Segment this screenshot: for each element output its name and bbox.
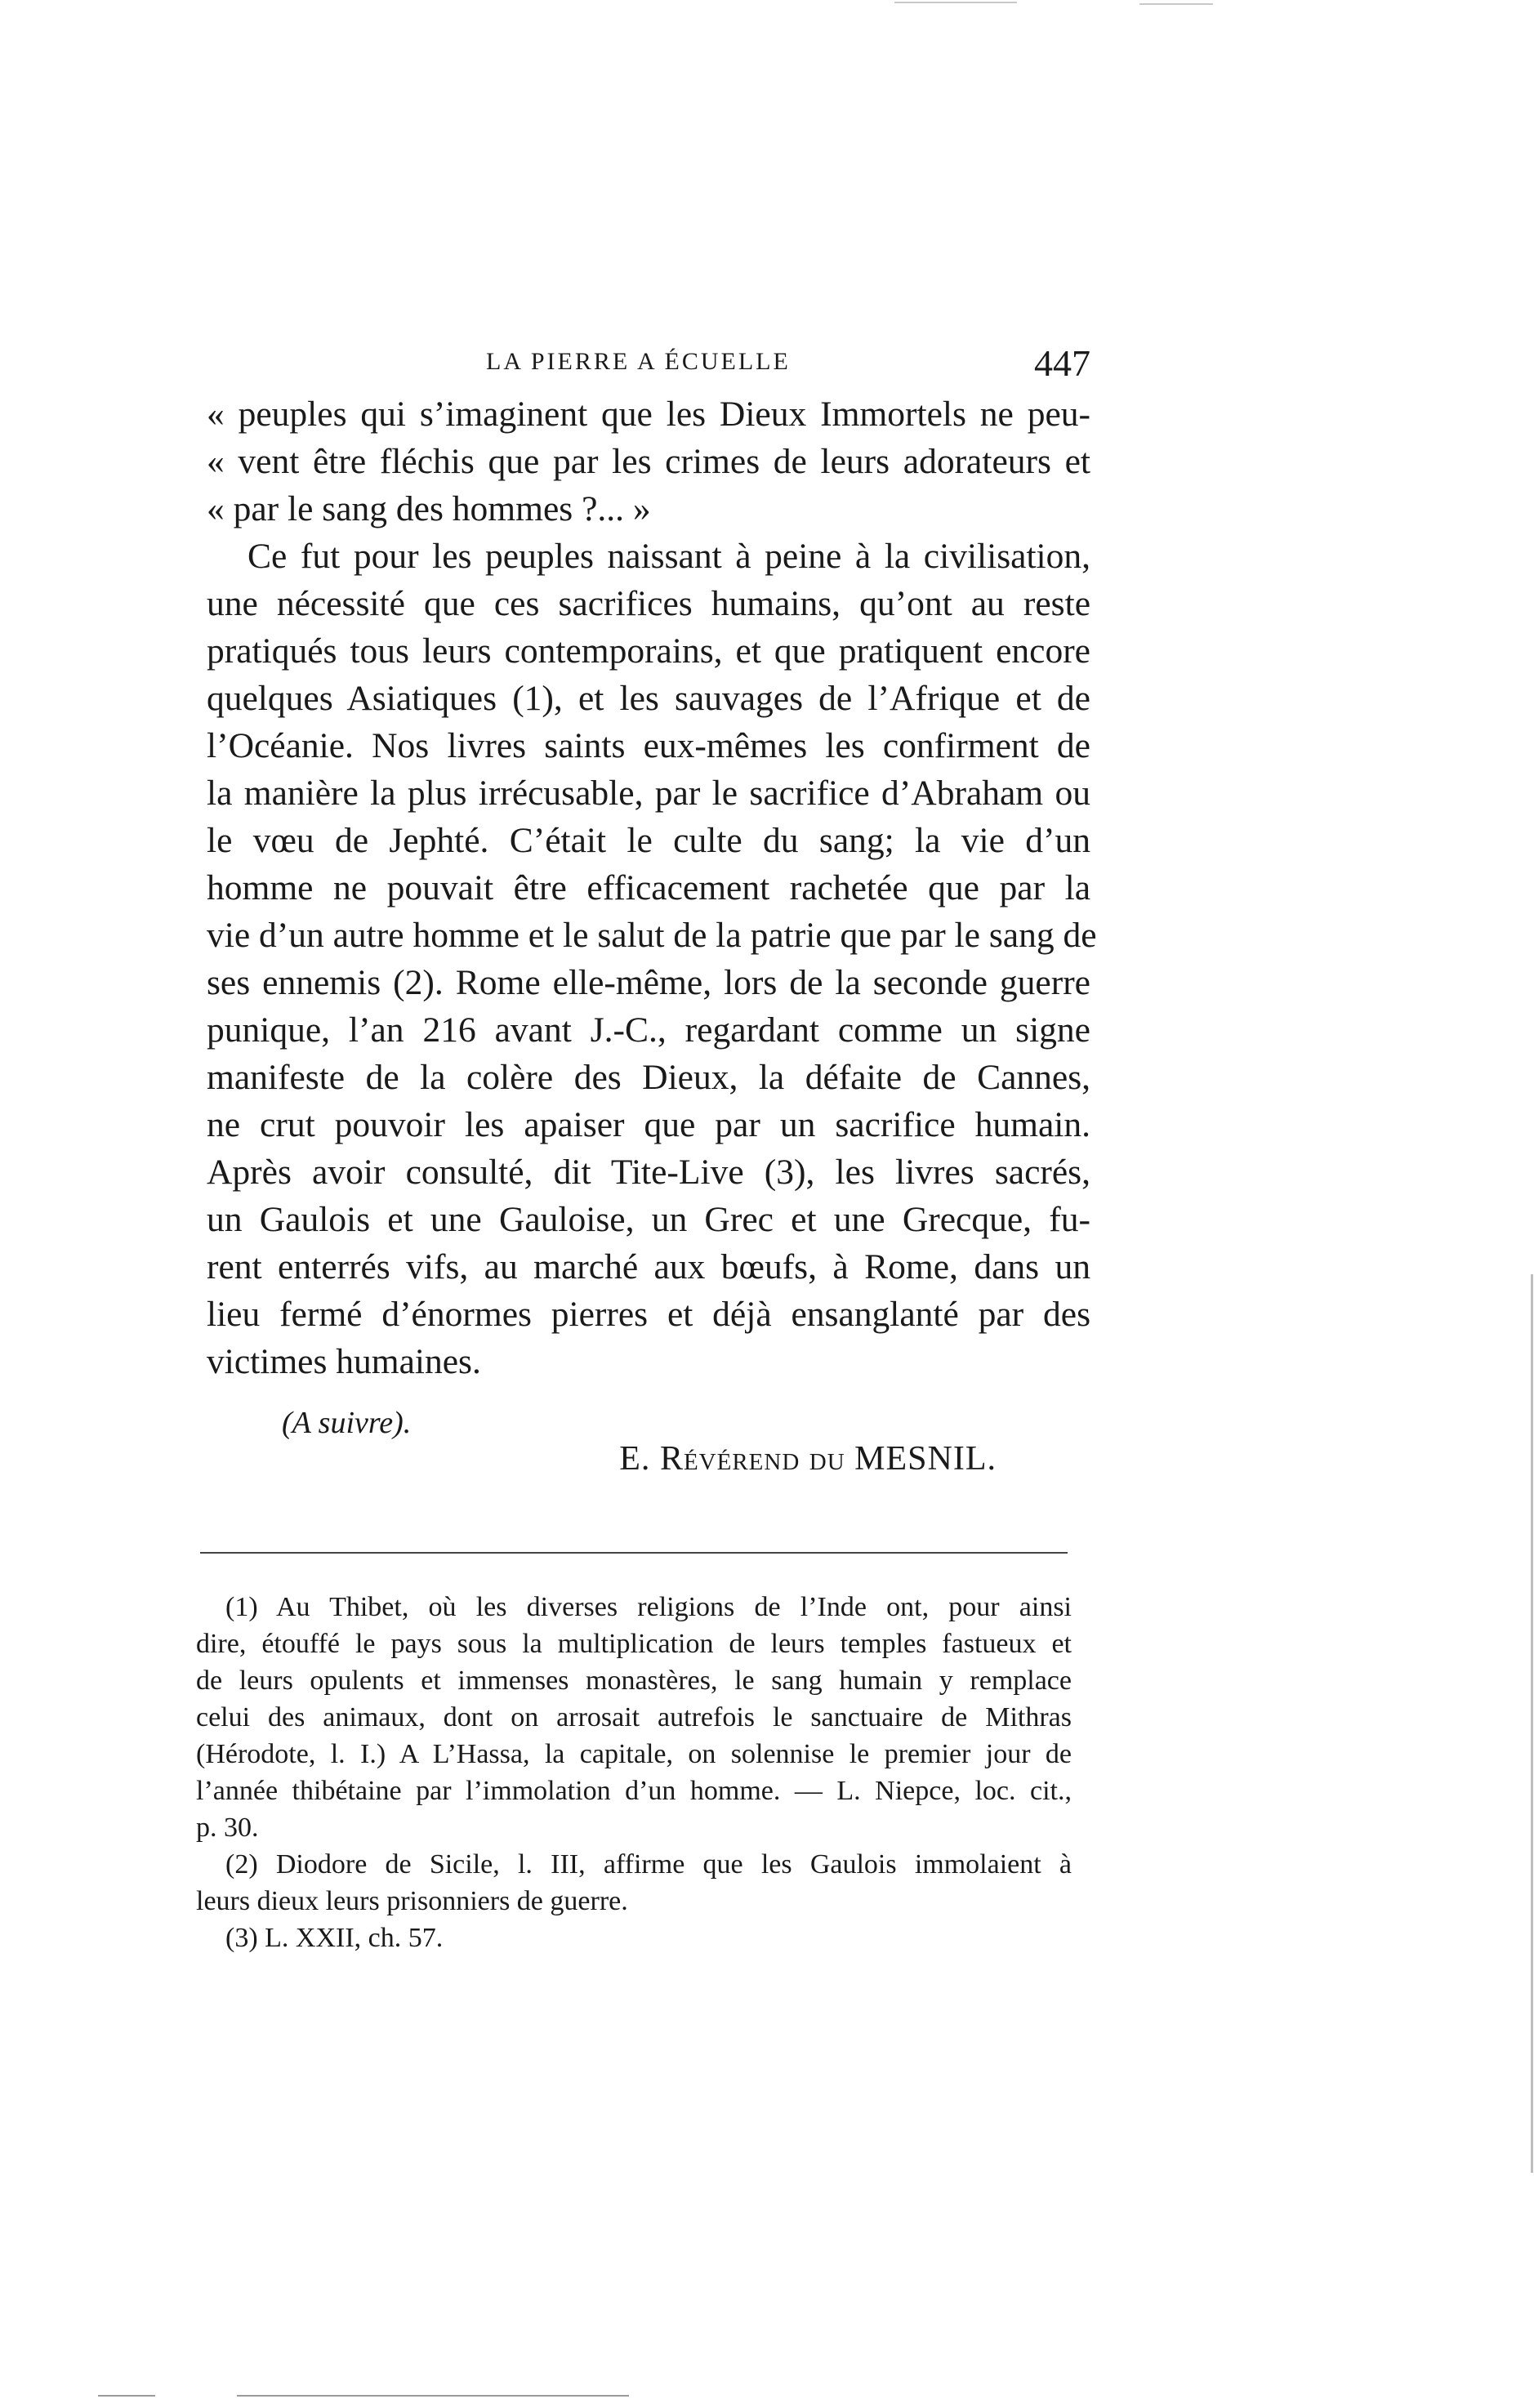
scan-edge-mark-top-right [1139,3,1213,5]
footnote-line: de leurs opulents et immenses monastères, le sang humain y remplace [196,1666,1072,1696]
running-head [208,341,1090,390]
to-be-continued: (A suivre). [282,1406,412,1440]
signature-initial: E. [619,1440,651,1478]
paragraph-line: ses ennemis (2). Rome elle-même, lors de la seconde guerre [207,963,1090,1002]
paragraph-line: pratiqués tous leurs contemporains, et que pratiquent encore [207,631,1090,671]
scan-edge-mark-right [1531,1274,1533,2173]
paragraph-line: homme ne pouvait être efficacement rachetée que par la [207,868,1090,907]
paragraph-line: Ce fut pour les peuples naissant à peine à la civilisation, [247,537,1090,576]
footnote-line: leurs dieux leurs prisonniers de guerre. [196,1886,628,1916]
paragraph-line: ne crut pouvoir les apaiser que par un sacrifice humain. [207,1105,1090,1144]
signature-surname: MESNIL. [854,1440,997,1478]
footnote-line: (Hérodote, l. I.) A L’Hassa, la capitale, on solennise le premier jour de [196,1739,1072,1769]
footnote-line: (2) Diodore de Sicile, l. III, affirme que les Gaulois immolaient à [225,1849,1072,1880]
paragraph-line: punique, l’an 216 avant J.-C., regardant comme un signe [207,1010,1090,1050]
signature-name: Révérend du [659,1440,845,1478]
paragraph-line: manifeste de la colère des Dieux, la défaite de Cannes, [207,1058,1090,1097]
running-title: LA PIERRE A ÉCUELLE [486,348,791,375]
paragraph-line: une nécessité que ces sacrifices humains, qu’ont au reste [207,584,1090,623]
paragraph-line: la manière la plus irrécusable, par le sacrifice d’Abraham ou [207,774,1090,813]
footnotes [196,1589,1072,1956]
body-text [207,390,1097,1385]
paragraph-line: vie d’un autre homme et le salut de la patrie que par le sang de [207,916,1097,955]
footnote-line: celui des animaux, dont on arrosait autrefois le sanctuaire de Mithras [196,1702,1072,1732]
paragraph-line: rent enterrés vifs, au marché aux bœufs, à Rome, dans un [207,1247,1090,1286]
paragraph-line: victimes humaines. [207,1342,481,1381]
footnote-line: l’année thibétaine par l’immolation d’un homme. — L. Niepce, loc. cit., [196,1776,1072,1806]
paragraph-line: quelques Asiatiques (1), et les sauvages de l’Afrique et de [207,679,1090,718]
scan-edge-mark-top [894,2,1017,3]
quote-line: « peuples qui s’imaginent que les Dieux Immortels ne peu- [207,395,1090,434]
paragraph-line: un Gaulois et une Gauloise, un Grec et une Grecque, fu- [207,1200,1090,1239]
scan-edge-mark-bottom [237,2395,629,2397]
footnote-line: (3) L. XXII, ch. 57. [225,1923,444,1953]
author-signature [619,1439,997,1478]
paragraph-line: l’Océanie. Nos livres saints eux-mêmes les confirment de [207,726,1090,765]
footnote-line: (1) Au Thibet, où les diverses religions de l’Inde ont, pour ainsi [225,1592,1072,1622]
quote-line: « vent être fléchis que par les crimes de leurs adorateurs et [207,442,1090,481]
footnote-divider [200,1552,1068,1554]
signoff [207,1405,1090,1495]
page-number: 447 [1034,342,1090,384]
paragraph-line: Après avoir consulté, dit Tite-Live (3), les livres sacrés, [207,1153,1090,1192]
paragraph-line: lieu fermé d’énormes pierres et déjà ensanglanté par des [207,1295,1090,1334]
quote-line: « par le sang des hommes ?... » [207,489,651,528]
scan-edge-mark-bottom-left [98,2395,155,2397]
paragraph-line: le vœu de Jephté. C’était le culte du sang; la vie d’un [207,821,1090,860]
footnote-line: p. 30. [196,1813,259,1843]
footnote-line: dire, étouffé le pays sous la multiplication de leurs temples fastueux et [196,1629,1072,1659]
